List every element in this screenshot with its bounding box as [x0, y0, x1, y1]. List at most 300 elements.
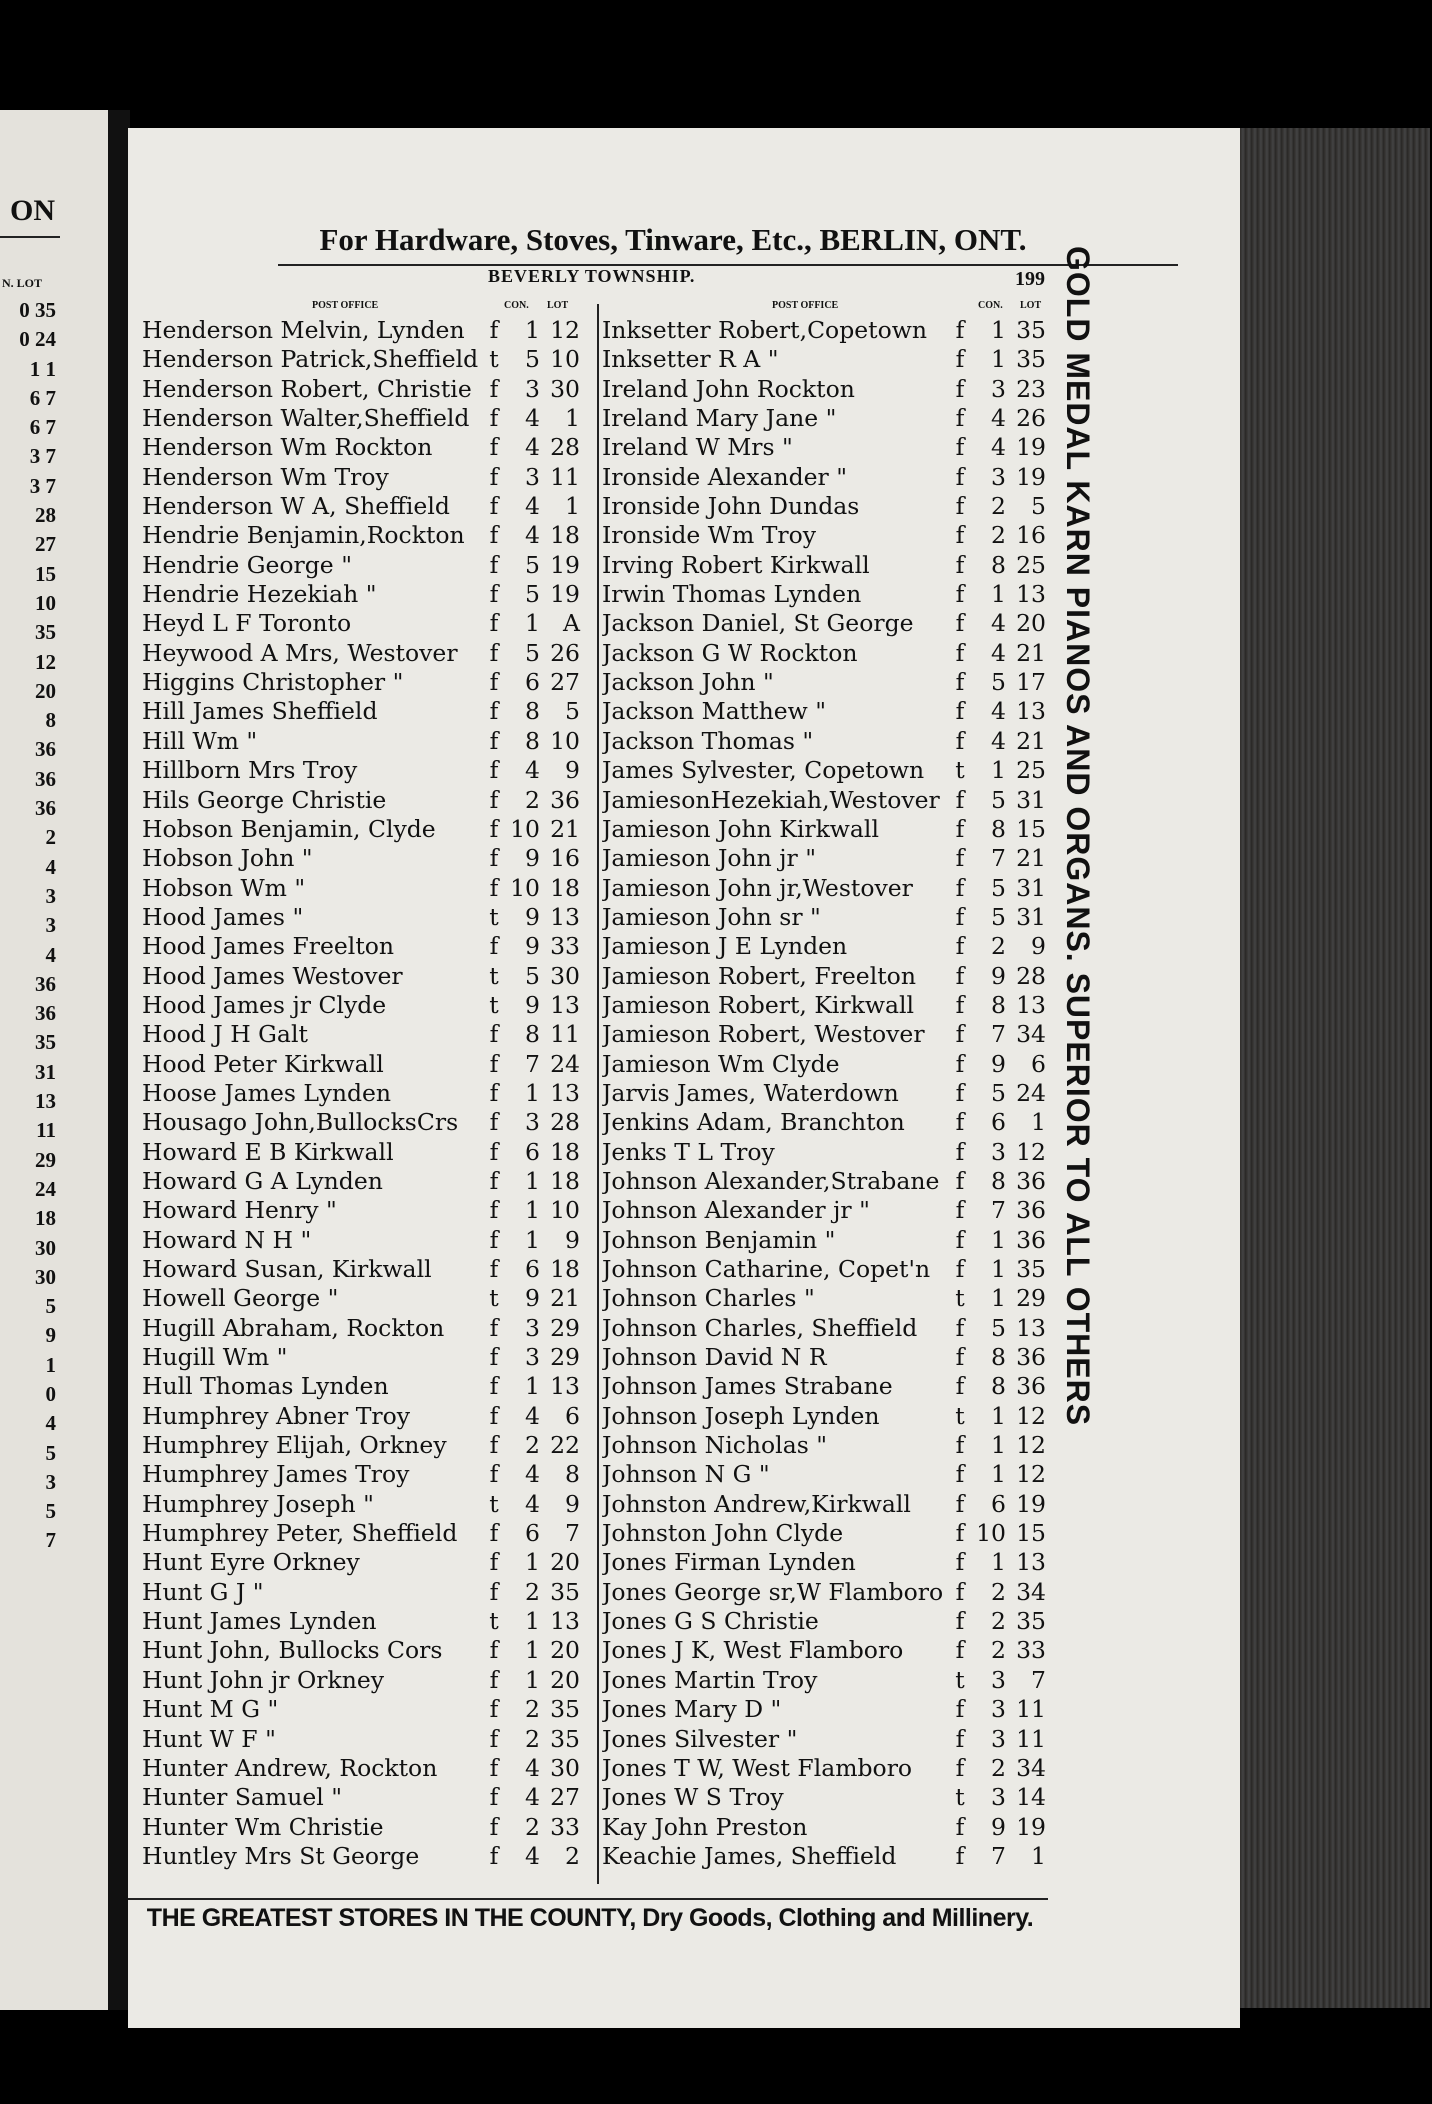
concession-number: 9: [525, 990, 540, 1019]
concession-number: 4: [525, 433, 540, 462]
concession-number: 10: [976, 1519, 1006, 1548]
concession-number: 4: [991, 638, 1006, 667]
concession-number: 5: [991, 902, 1006, 931]
entry-name: Jones G S Christie: [602, 1607, 819, 1636]
tenure-code: f: [955, 521, 965, 550]
concession-number: 2: [991, 1753, 1006, 1782]
lot-number: 19: [1016, 1489, 1046, 1518]
concession-number: 3: [991, 1665, 1006, 1694]
directory-entry: [142, 991, 597, 1020]
tenure-code: f: [489, 1166, 499, 1195]
lot-number: 1: [565, 404, 580, 433]
entry-name: Hunt G J ": [142, 1577, 264, 1606]
tenure-code: f: [955, 1196, 965, 1225]
tenure-code: f: [955, 1078, 965, 1107]
concession-number: 3: [525, 462, 540, 491]
lot-number: 11: [1016, 1724, 1046, 1753]
directory-entry: [142, 404, 597, 433]
tenure-code: f: [955, 814, 965, 843]
lot-number: 20: [550, 1665, 580, 1694]
tenure-code: t: [955, 1401, 965, 1430]
concession-number: 5: [991, 1078, 1006, 1107]
lot-number: 18: [550, 1137, 580, 1166]
lot-number: 29: [1016, 1284, 1046, 1313]
concession-number: 4: [525, 521, 540, 550]
tenure-code: f: [955, 1753, 965, 1782]
concession-number: 2: [991, 1577, 1006, 1606]
tenure-code: f: [489, 1753, 499, 1782]
directory-entry: [602, 1255, 1062, 1284]
entry-name: Johnson N G ": [602, 1460, 770, 1489]
tenure-code: f: [955, 1049, 965, 1078]
book-page-edges: [1240, 128, 1430, 2008]
concession-number: 4: [991, 697, 1006, 726]
entry-name: Hobson John ": [142, 844, 313, 873]
entry-name: Henderson Robert, Christie: [142, 374, 472, 403]
left-page-fragment: [0, 110, 108, 2010]
tenure-code: f: [955, 1695, 965, 1724]
concession-number: 9: [525, 902, 540, 931]
entry-name: Jamieson Robert, Freelton: [602, 961, 916, 990]
top-banner: For Hardware, Stoves, Tinware, Etc., BERLIN, ONT.: [319, 222, 1027, 257]
entry-name: Henderson Patrick,Sheffield: [142, 345, 479, 374]
tenure-code: f: [489, 932, 499, 961]
tenure-code: f: [955, 785, 965, 814]
tenure-code: f: [489, 1108, 499, 1137]
tenure-code: f: [955, 1460, 965, 1489]
right-column: [602, 294, 1062, 1914]
lot-number: 12: [1016, 1460, 1046, 1489]
tenure-code: f: [955, 1724, 965, 1753]
tenure-code: f: [955, 1607, 965, 1636]
left-page-number: 35: [35, 620, 56, 645]
entry-name: Jackson Matthew ": [602, 697, 827, 726]
directory-entry: [602, 492, 1062, 521]
directory-entry: [602, 639, 1062, 668]
column-headers-left: [142, 294, 597, 316]
concession-number: 9: [525, 1284, 540, 1313]
left-page-col-header: N. LOT: [2, 276, 43, 290]
left-page-number: 28: [35, 503, 56, 528]
left-page-number: 11: [36, 1118, 56, 1143]
entry-name: Jamieson John jr ": [602, 844, 817, 873]
entry-name: Johnson David N R: [602, 1343, 827, 1372]
lot-number: 10: [550, 1196, 580, 1225]
entry-name: Hunt W F ": [142, 1724, 276, 1753]
entry-name: Jamieson John Kirkwall: [602, 814, 879, 843]
tenure-code: f: [489, 1078, 499, 1107]
entry-name: Keachie James, Sheffield: [602, 1841, 897, 1870]
concession-number: 4: [525, 404, 540, 433]
left-page-number: 4: [45, 1411, 56, 1436]
lot-number: 7: [1031, 1665, 1046, 1694]
directory-entry: [602, 1020, 1062, 1049]
directory-entry: [142, 609, 597, 638]
concession-number: 2: [991, 521, 1006, 550]
directory-entry: [142, 580, 597, 609]
lot-number: 7: [565, 1519, 580, 1548]
tenure-code: f: [955, 433, 965, 462]
lot-number: 18: [550, 1166, 580, 1195]
tenure-code: t: [955, 1284, 965, 1313]
tenure-code: f: [489, 814, 499, 843]
entry-name: Hood J H Galt: [142, 1020, 308, 1049]
lot-number: 35: [1016, 345, 1046, 374]
lot-number: 14: [1016, 1783, 1046, 1812]
entry-name: Hunter Andrew, Rockton: [142, 1753, 438, 1782]
concession-number: 1: [525, 1166, 540, 1195]
entry-name: Johnson Alexander,Strabane: [602, 1166, 940, 1195]
left-page-number: 5: [45, 1440, 56, 1465]
concession-number: 10: [510, 873, 540, 902]
township-heading: BEVERLY TOWNSHIP.: [488, 266, 696, 286]
lot-number: 25: [1016, 550, 1046, 579]
entry-name: Jones T W, West Flamboro: [602, 1753, 913, 1782]
concession-number: 9: [991, 1812, 1006, 1841]
left-entries: [142, 316, 597, 1871]
tenure-code: f: [955, 1577, 965, 1606]
directory-entry: [142, 1343, 597, 1372]
lot-number: 19: [1016, 433, 1046, 462]
entry-name: Jamieson Wm Clyde: [602, 1049, 840, 1078]
concession-number: 7: [991, 1841, 1006, 1870]
concession-number: 4: [525, 1489, 540, 1518]
lot-number: 33: [550, 932, 580, 961]
concession-number: 5: [991, 873, 1006, 902]
tenure-code: f: [489, 1343, 499, 1372]
directory-entry: [602, 1725, 1062, 1754]
concession-number: 2: [991, 1607, 1006, 1636]
directory-entry: [142, 1196, 597, 1225]
tenure-code: f: [489, 404, 499, 433]
concession-number: 5: [525, 345, 540, 374]
lot-number: 21: [1016, 638, 1046, 667]
concession-number: 3: [991, 1137, 1006, 1166]
lot-number: 10: [550, 726, 580, 755]
directory-entry: [602, 1490, 1062, 1519]
entry-name: Johnson Nicholas ": [602, 1431, 828, 1460]
entry-name: Johnston John Clyde: [602, 1519, 844, 1548]
tenure-code: f: [489, 1431, 499, 1460]
concession-number: 2: [525, 1724, 540, 1753]
directory-entry: [142, 316, 597, 345]
entry-name: Hobson Wm ": [142, 873, 306, 902]
directory-entry: [142, 1578, 597, 1607]
concession-number: 4: [525, 492, 540, 521]
tenure-code: f: [955, 844, 965, 873]
tenure-code: f: [489, 1783, 499, 1812]
lot-number: 2: [565, 1841, 580, 1870]
directory-entry: [602, 1314, 1062, 1343]
entry-name: Jones Silvester ": [602, 1724, 798, 1753]
entry-name: Hugill Abraham, Rockton: [142, 1313, 445, 1342]
left-page-number: 4: [45, 854, 56, 879]
directory-entry: [142, 727, 597, 756]
tenure-code: f: [489, 1665, 499, 1694]
lot-number: 11: [550, 1020, 580, 1049]
left-page-number: 6 7: [29, 385, 56, 410]
left-page-number: 1 1: [29, 356, 56, 381]
concession-number: 1: [991, 1255, 1006, 1283]
lot-number: 35: [550, 1577, 580, 1606]
lot-number: 30: [550, 374, 580, 403]
directory-entry: [142, 1842, 597, 1871]
lot-header: LOT: [1020, 300, 1042, 311]
entry-name: Johnston Andrew,Kirkwall: [602, 1489, 911, 1518]
tenure-code: f: [489, 1020, 499, 1049]
concession-number: 1: [991, 345, 1006, 374]
entry-name: JamiesonHezekiah,Westover: [602, 785, 940, 814]
lot-number: 21: [1016, 726, 1046, 755]
tenure-code: t: [489, 345, 499, 374]
lot-number: 20: [550, 1548, 580, 1577]
tenure-code: t: [955, 1783, 965, 1812]
concession-number: 4: [991, 726, 1006, 755]
concession-number: 5: [991, 668, 1006, 697]
concession-number: 4: [525, 1753, 540, 1782]
concession-number: 5: [525, 580, 540, 609]
concession-number: 4: [991, 433, 1006, 462]
concession-number: 6: [525, 1137, 540, 1166]
tenure-code: f: [489, 433, 499, 462]
directory-entry: [142, 1636, 597, 1665]
entry-name: Jones Firman Lynden: [602, 1548, 856, 1577]
directory-entry: [142, 1402, 597, 1431]
tenure-code: f: [489, 1841, 499, 1870]
entry-name: Hendrie George ": [142, 550, 352, 579]
concession-number: 2: [525, 785, 540, 814]
directory-entry: [142, 1607, 597, 1636]
entry-name: Jones Martin Troy: [602, 1665, 818, 1694]
left-page-number: 27: [35, 532, 56, 557]
concession-number: 3: [991, 462, 1006, 491]
left-page-number: 13: [35, 1089, 56, 1114]
tenure-code: f: [955, 1548, 965, 1577]
concession-number: 1: [991, 1548, 1006, 1577]
directory-entry: [142, 1519, 597, 1548]
directory-entry: [142, 1372, 597, 1401]
directory-entry: [142, 962, 597, 991]
directory-entry: [602, 932, 1062, 961]
directory-entry: [602, 1842, 1062, 1871]
concession-number: 7: [991, 844, 1006, 873]
concession-number: 9: [991, 961, 1006, 990]
directory-entry: [602, 727, 1062, 756]
entry-name: Humphrey Peter, Sheffield: [142, 1519, 458, 1548]
tenure-code: f: [489, 1196, 499, 1225]
entry-name: Heywood A Mrs, Westover: [142, 638, 458, 667]
entry-name: Howard N H ": [142, 1225, 312, 1254]
entry-name: Henderson Melvin, Lynden: [142, 316, 465, 344]
post-office-header: POST OFFICE: [772, 300, 839, 311]
directory-entry: [142, 786, 597, 815]
lot-number: 13: [1016, 1548, 1046, 1577]
concession-number: 9: [991, 1049, 1006, 1078]
tenure-code: f: [489, 1225, 499, 1254]
entry-name: Hugill Wm ": [142, 1343, 288, 1372]
directory-entry: [602, 375, 1062, 404]
lot-number: 35: [1016, 1255, 1046, 1283]
tenure-code: f: [955, 1166, 965, 1195]
tenure-code: t: [489, 902, 499, 931]
entry-name: Hunt John jr Orkney: [142, 1665, 385, 1694]
right-entries: [602, 316, 1062, 1871]
entry-name: Hendrie Benjamin,Rockton: [142, 521, 465, 550]
directory-entry: [602, 1050, 1062, 1079]
tenure-code: f: [489, 550, 499, 579]
concession-number: 2: [991, 492, 1006, 521]
tenure-code: f: [955, 697, 965, 726]
directory-entry: [602, 1167, 1062, 1196]
tenure-code: f: [955, 1812, 965, 1841]
lot-number: 13: [550, 902, 580, 931]
lot-number: 9: [565, 1489, 580, 1518]
entry-name: Jones W S Troy: [602, 1783, 784, 1812]
column-divider: [597, 304, 599, 1884]
concession-number: 1: [525, 1078, 540, 1107]
directory-entry: [602, 433, 1062, 462]
directory-entry: [602, 551, 1062, 580]
entry-name: Jackson Daniel, St George: [602, 609, 914, 638]
directory-entry: [602, 609, 1062, 638]
lot-number: 27: [550, 668, 580, 697]
directory-entry: [142, 375, 597, 404]
tenure-code: f: [489, 1255, 499, 1283]
tenure-code: f: [955, 726, 965, 755]
entry-name: Johnson Benjamin ": [602, 1225, 836, 1254]
tenure-code: f: [489, 1519, 499, 1548]
entry-name: Inksetter Robert,Copetown: [602, 316, 927, 344]
left-page-number: 3: [45, 1469, 56, 1494]
left-page-number: 15: [35, 561, 56, 586]
lot-number: 13: [550, 1607, 580, 1636]
concession-number: 6: [525, 668, 540, 697]
tenure-code: t: [489, 1607, 499, 1636]
left-page-number: 9: [45, 1323, 56, 1348]
left-page-number: 4: [45, 942, 56, 967]
concession-number: 9: [525, 844, 540, 873]
left-page-number: 20: [35, 678, 56, 703]
concession-number: 1: [991, 316, 1006, 344]
directory-entry: [602, 1226, 1062, 1255]
concession-number: 3: [991, 1695, 1006, 1724]
entry-name: Jamieson John sr ": [602, 902, 821, 931]
tenure-code: f: [955, 1137, 965, 1166]
concession-number: 1: [525, 1607, 540, 1636]
directory-entry: [602, 1372, 1062, 1401]
directory-entry: [142, 463, 597, 492]
directory-entry: [142, 697, 597, 726]
lot-number: 28: [1016, 961, 1046, 990]
entry-name: Hood James ": [142, 902, 304, 931]
concession-number: 1: [525, 1196, 540, 1225]
entry-name: Henderson Wm Troy: [142, 462, 389, 491]
tenure-code: f: [955, 961, 965, 990]
entry-name: Hobson Benjamin, Clyde: [142, 814, 436, 843]
directory-entry: [142, 1695, 597, 1724]
left-page-header: ON: [10, 194, 55, 227]
concession-number: 2: [525, 1431, 540, 1460]
lot-number: 18: [550, 873, 580, 902]
tenure-code: f: [955, 990, 965, 1019]
lot-number: 13: [1016, 580, 1046, 609]
left-page-number: 3: [45, 913, 56, 938]
lot-number: 33: [1016, 1636, 1046, 1665]
directory-entry: [602, 668, 1062, 697]
entry-name: Jones Mary D ": [602, 1695, 782, 1724]
page-number: 199: [1015, 268, 1045, 290]
lot-number: 26: [550, 638, 580, 667]
concession-number: 6: [525, 1255, 540, 1283]
concession-number: 4: [991, 609, 1006, 638]
lot-number: 19: [550, 550, 580, 579]
lot-number: 5: [565, 697, 580, 726]
lot-number: 30: [550, 961, 580, 990]
concession-number: 5: [991, 1313, 1006, 1342]
lot-number: 27: [550, 1783, 580, 1812]
directory-entry: [602, 1431, 1062, 1460]
binding-gutter: [108, 110, 130, 2010]
entry-name: Hood James Westover: [142, 961, 403, 990]
directory-entry: [602, 1813, 1062, 1842]
left-page-number: 10: [35, 590, 56, 615]
lot-number: 31: [1016, 873, 1046, 902]
con-header: CON.: [978, 300, 1003, 311]
directory-entry: [142, 551, 597, 580]
tenure-code: f: [489, 1577, 499, 1606]
entry-name: Hunt James Lynden: [142, 1607, 377, 1636]
directory-entry: [142, 1725, 597, 1754]
entry-name: Howard Susan, Kirkwall: [142, 1255, 432, 1283]
entry-name: Johnson Charles, Sheffield: [602, 1313, 918, 1342]
tenure-code: f: [489, 873, 499, 902]
concession-number: 2: [991, 932, 1006, 961]
directory-page: [128, 128, 1240, 2028]
entry-name: Heyd L F Toronto: [142, 609, 352, 638]
directory-entry: [602, 404, 1062, 433]
lot-number: 35: [550, 1695, 580, 1724]
concession-number: 3: [991, 1724, 1006, 1753]
directory-entry: [602, 1519, 1062, 1548]
lot-number: 36: [1016, 1166, 1046, 1195]
directory-entry: [602, 1636, 1062, 1665]
column-headers-right: [602, 294, 1062, 316]
directory-entry: [142, 1666, 597, 1695]
concession-number: 2: [525, 1577, 540, 1606]
lot-number: 8: [565, 1460, 580, 1489]
entry-name: Hendrie Hezekiah ": [142, 580, 377, 609]
tenure-code: f: [955, 492, 965, 521]
concession-number: 1: [991, 580, 1006, 609]
tenure-code: f: [955, 1108, 965, 1137]
lot-number: 35: [550, 1724, 580, 1753]
concession-number: 7: [991, 1020, 1006, 1049]
lot-number: 21: [550, 1284, 580, 1313]
entry-name: Howard E B Kirkwall: [142, 1137, 394, 1166]
left-page-number: 5: [45, 1294, 56, 1319]
directory-entry: [602, 1460, 1062, 1489]
tenure-code: f: [955, 873, 965, 902]
tenure-code: f: [489, 521, 499, 550]
directory-entry: [602, 903, 1062, 932]
lot-number: 20: [550, 1636, 580, 1665]
left-page-number: 36: [35, 971, 56, 996]
lot-number: 9: [565, 756, 580, 785]
tenure-code: f: [489, 1137, 499, 1166]
concession-number: 1: [525, 1548, 540, 1577]
left-page-number: 36: [35, 737, 56, 762]
entry-name: Ironside Wm Troy: [602, 521, 817, 550]
